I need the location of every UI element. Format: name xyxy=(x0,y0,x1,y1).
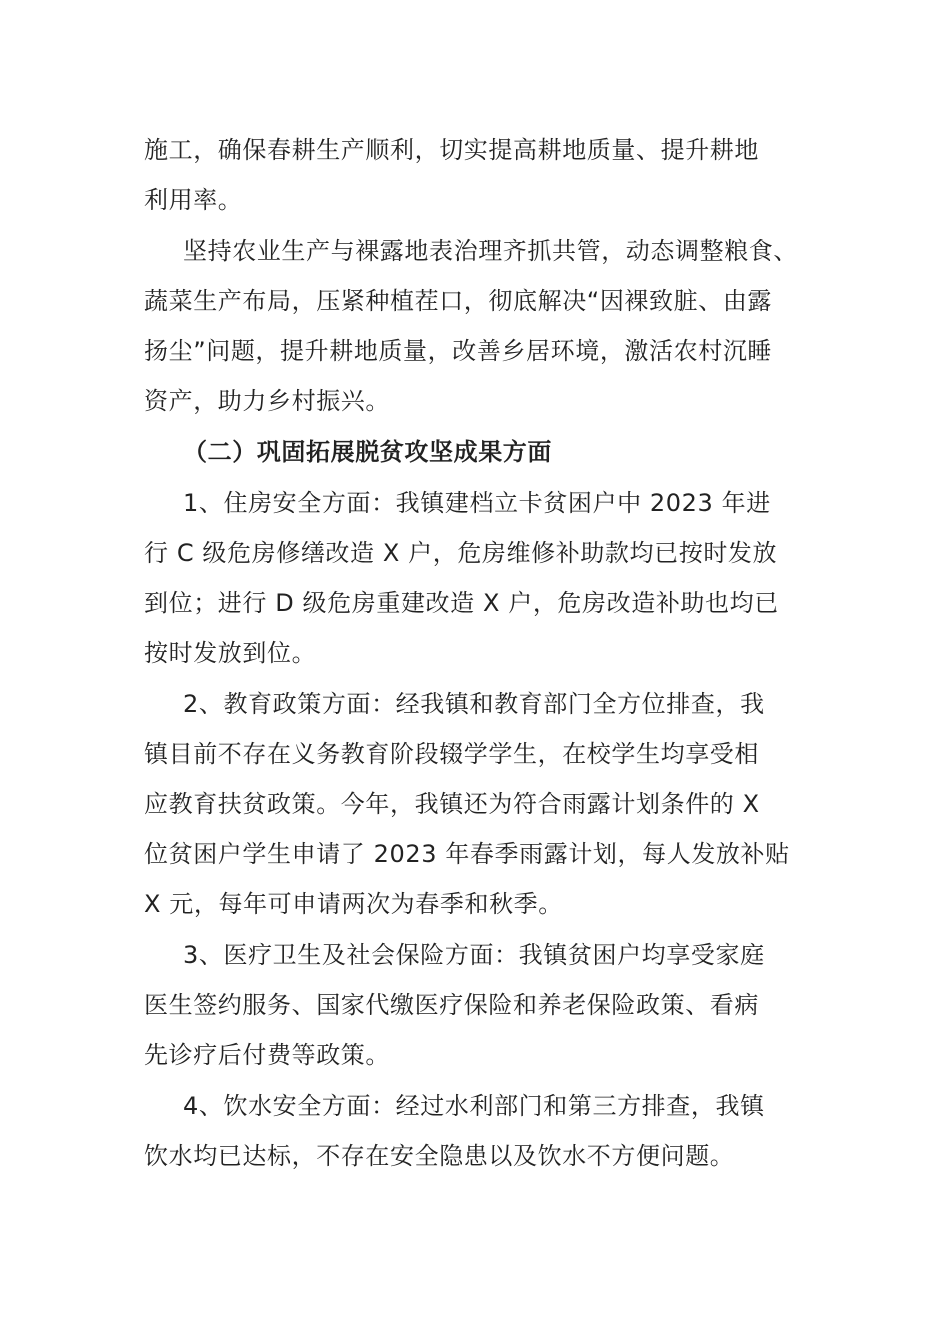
paragraph-line: 镇目前不存在义务教育阶段辍学学生，在校学生均享受相 xyxy=(144,740,759,768)
paragraph-line: 施工，确保春耕生产顺利，切实提高耕地质量、提升耕地 xyxy=(144,136,759,164)
paragraph-line: 4、饮水安全方面：经过水利部门和第三方排查，我镇 xyxy=(183,1092,765,1120)
paragraph-line: 位贫困户学生申请了 2023 年春季雨露计划，每人发放补贴 xyxy=(144,840,790,868)
paragraph-line: 利用率。 xyxy=(144,186,243,214)
paragraph-line: 2、教育政策方面：经我镇和教育部门全方位排查，我 xyxy=(183,690,765,718)
paragraph-line: 3、医疗卫生及社会保险方面：我镇贫困户均享受家庭 xyxy=(183,941,765,969)
paragraph-line: 坚持农业生产与裸露地表治理齐抓共管，动态调整粮食、 xyxy=(183,237,798,265)
paragraph-line: 应教育扶贫政策。今年，我镇还为符合雨露计划条件的 X xyxy=(144,790,760,818)
paragraph-line: 行 C 级危房修缮改造 X 户，危房维修补助款均已按时发放 xyxy=(144,539,778,567)
paragraph-line: 资产，助力乡村振兴。 xyxy=(144,387,390,415)
paragraph-line: 蔬菜生产布局，压紧种植茬口，彻底解决“因裸致脏、由露 xyxy=(144,287,773,315)
section-heading: （二）巩固拓展脱贫攻坚成果方面 xyxy=(183,438,552,466)
paragraph-line: 先诊疗后付费等政策。 xyxy=(144,1041,390,1069)
paragraph-line: 1、住房安全方面：我镇建档立卡贫困户中 2023 年进 xyxy=(183,489,771,517)
paragraph-line: 饮水均已达标，不存在安全隐患以及饮水不方便问题。 xyxy=(144,1142,735,1170)
paragraph-line: 医生签约服务、国家代缴医疗保险和养老保险政策、看病 xyxy=(144,991,759,1019)
paragraph-line: 按时发放到位。 xyxy=(144,639,317,667)
paragraph-line: 扬尘”问题，提升耕地质量，改善乡居环境，激活农村沉睡 xyxy=(144,337,773,365)
paragraph-line: X 元，每年可申请两次为春季和秋季。 xyxy=(144,890,563,918)
paragraph-line: 到位；进行 D 级危房重建改造 X 户，危房改造补助也均已 xyxy=(144,589,779,617)
